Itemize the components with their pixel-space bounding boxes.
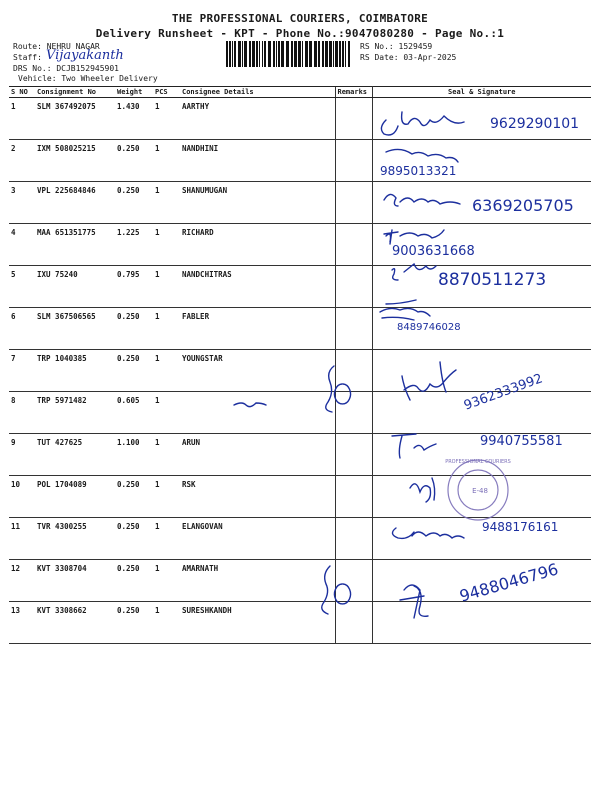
barcode-bar: [238, 41, 241, 67]
weight-cell: 0.250: [115, 140, 153, 182]
barcode-bar: [249, 41, 251, 67]
barcode-bar: [342, 41, 344, 67]
col-signature: Seal & Signature: [372, 87, 591, 98]
sno-cell: 4: [9, 224, 35, 266]
pcs-cell: 1: [153, 476, 180, 518]
phone-11: 9488176161: [482, 520, 559, 534]
col-sno: S NO: [9, 87, 35, 98]
delivery-table: [9, 86, 591, 644]
barcode-bar: [325, 41, 328, 67]
consignment-cell: POL 1704089: [35, 476, 115, 518]
route-label: Route: NEHRU NAGAR: [13, 42, 100, 51]
consignee-cell: AMARNATH: [180, 560, 335, 602]
consignment-cell: SLM 367492075: [35, 98, 115, 140]
weight-cell: 0.250: [115, 182, 153, 224]
barcode-bar: [276, 41, 277, 67]
sno-cell: 2: [9, 140, 35, 182]
remarks-cell: [335, 266, 372, 308]
rs-date: RS Date: 03-Apr-2025: [360, 53, 457, 62]
barcode: [226, 41, 352, 67]
barcode-bar: [335, 41, 338, 67]
remarks-cell: [335, 392, 372, 434]
consignee-cell: FABLER: [180, 308, 335, 350]
phone-7: 9362333992: [461, 371, 545, 414]
pcs-cell: 1: [153, 140, 180, 182]
consignment-cell: TVR 4300255: [35, 518, 115, 560]
weight-cell: 0.250: [115, 602, 153, 644]
sno-cell: 12: [9, 560, 35, 602]
barcode-bar: [345, 41, 346, 67]
barcode-bar: [305, 41, 308, 67]
pcs-cell: 1: [153, 434, 180, 476]
remarks-cell: [335, 476, 372, 518]
barcode-bar: [244, 41, 247, 67]
table-row: [9, 140, 591, 182]
signature-cell: [372, 350, 591, 392]
consignee-cell: ARUN: [180, 434, 335, 476]
barcode-bar: [278, 41, 280, 67]
consignee-cell: NANDCHITRAS: [180, 266, 335, 308]
weight-cell: 0.250: [115, 560, 153, 602]
weight-cell: 1.430: [115, 98, 153, 140]
remarks-cell: [335, 560, 372, 602]
consignee-cell: SHANUMUGAN: [180, 182, 335, 224]
consignee-cell: AARTHY: [180, 98, 335, 140]
barcode-bar: [256, 41, 258, 67]
table-row: [9, 224, 591, 266]
pcs-cell: 1: [153, 266, 180, 308]
rs-number: RS No.: 1529459: [360, 42, 433, 51]
barcode-bar: [264, 41, 266, 67]
consignment-cell: IXU 75240: [35, 266, 115, 308]
phone-13: 9488046796: [457, 559, 561, 606]
consignee-cell: YOUNGSTAR: [180, 350, 335, 392]
barcode-bar: [234, 41, 236, 67]
barcode-bar: [318, 41, 320, 67]
barcode-bar: [302, 41, 303, 67]
vehicle-type: Vehicle: Two Wheeler Delivery: [18, 74, 158, 83]
sno-cell: 8: [9, 392, 35, 434]
consignee-cell: ELANGOVAN: [180, 518, 335, 560]
barcode-bar: [294, 41, 297, 67]
phone-4: 9003631668: [392, 244, 475, 259]
consignment-cell: TUT 427625: [35, 434, 115, 476]
signature-cell: [372, 476, 591, 518]
phone-3: 6369205705: [472, 196, 574, 215]
remarks-cell: [335, 434, 372, 476]
col-consignment: Consignment No: [35, 87, 115, 98]
barcode-bar: [322, 41, 324, 67]
sno-cell: 5: [9, 266, 35, 308]
phone-6: 8489746028: [397, 322, 461, 333]
consignee-cell: RICHARD: [180, 224, 335, 266]
stamp-code: E-48: [472, 487, 488, 495]
remarks-cell: [335, 98, 372, 140]
phone-5: 8870511273: [438, 270, 547, 290]
barcode-bar: [281, 41, 284, 67]
barcode-bar: [268, 41, 271, 67]
sno-cell: 6: [9, 308, 35, 350]
phone-9: 9940755581: [480, 434, 563, 449]
weight-cell: 0.250: [115, 476, 153, 518]
consignment-cell: SLM 367506565: [35, 308, 115, 350]
barcode-bar: [314, 41, 317, 67]
pcs-cell: 1: [153, 350, 180, 392]
consignee-cell: [180, 392, 335, 434]
barcode-bar: [226, 41, 228, 67]
barcode-bar: [259, 41, 260, 67]
sno-cell: 11: [9, 518, 35, 560]
pcs-cell: 1: [153, 98, 180, 140]
table-row: [9, 476, 591, 518]
barcode-bar: [333, 41, 334, 67]
barcode-bar: [232, 41, 233, 67]
weight-cell: 0.250: [115, 518, 153, 560]
table-row: [9, 602, 591, 644]
pcs-cell: 1: [153, 602, 180, 644]
remarks-cell: [335, 308, 372, 350]
sno-cell: 7: [9, 350, 35, 392]
remarks-cell: [335, 350, 372, 392]
remarks-cell: [335, 224, 372, 266]
remarks-cell: [335, 140, 372, 182]
weight-cell: 0.250: [115, 350, 153, 392]
consignment-cell: TRP 1040385: [35, 350, 115, 392]
weight-cell: 1.225: [115, 224, 153, 266]
pcs-cell: 1: [153, 560, 180, 602]
stamp-text: PROFESSIONAL COURIERS: [445, 459, 511, 465]
staff-signature: Vijayakanth: [46, 48, 124, 63]
sno-cell: 3: [9, 182, 35, 224]
consignee-cell: SURESHKANDH: [180, 602, 335, 644]
barcode-bar: [242, 41, 243, 67]
weight-cell: 1.100: [115, 434, 153, 476]
sno-cell: 13: [9, 602, 35, 644]
remarks-cell: [335, 518, 372, 560]
pcs-cell: 1: [153, 392, 180, 434]
barcode-bar: [339, 41, 341, 67]
consignment-cell: IXM 508025215: [35, 140, 115, 182]
pcs-cell: 1: [153, 182, 180, 224]
col-weight: Weight: [115, 87, 153, 98]
barcode-bar: [298, 41, 301, 67]
company-name: THE PROFESSIONAL COURIERS, COIMBATORE: [171, 12, 429, 25]
table-header-row: [9, 87, 591, 98]
barcode-bar: [329, 41, 332, 67]
weight-cell: 0.250: [115, 308, 153, 350]
barcode-bar: [273, 41, 275, 67]
barcode-bar: [348, 41, 350, 67]
consignee-cell: NANDHINI: [180, 140, 335, 182]
col-consignee: Consignee Details: [180, 87, 335, 98]
barcode-bar: [309, 41, 312, 67]
weight-cell: 0.605: [115, 392, 153, 434]
consignment-cell: KVT 3308704: [35, 560, 115, 602]
consignment-cell: VPL 225684846: [35, 182, 115, 224]
barcode-bar: [252, 41, 255, 67]
weight-cell: 0.795: [115, 266, 153, 308]
consignee-cell: RSK: [180, 476, 335, 518]
barcode-bar: [229, 41, 231, 67]
drs-number: DRS No.: DCJB152945901: [13, 64, 119, 73]
remarks-cell: [335, 182, 372, 224]
signature-cell: [372, 602, 591, 644]
pcs-cell: 1: [153, 224, 180, 266]
barcode-bar: [286, 41, 289, 67]
staff-label: Staff:: [13, 53, 42, 62]
barcode-bar: [262, 41, 263, 67]
pcs-cell: 1: [153, 308, 180, 350]
table-row: [9, 308, 591, 350]
consignment-cell: KVT 3308662: [35, 602, 115, 644]
runsheet-title: Delivery Runsheet - KPT - Phone No.:9047080280 - Page No.:1: [95, 27, 505, 40]
col-remarks: Remarks: [335, 87, 372, 98]
barcode-bar: [291, 41, 293, 67]
sno-cell: 10: [9, 476, 35, 518]
sno-cell: 1: [9, 98, 35, 140]
consignment-cell: TRP 5971482: [35, 392, 115, 434]
consignment-cell: MAA 651351775: [35, 224, 115, 266]
phone-1: 9629290101: [490, 116, 580, 132]
sno-cell: 9: [9, 434, 35, 476]
pcs-cell: 1: [153, 518, 180, 560]
remarks-cell: [335, 602, 372, 644]
phone-2: 9895013321: [380, 164, 457, 178]
col-pcs: PCS: [153, 87, 180, 98]
